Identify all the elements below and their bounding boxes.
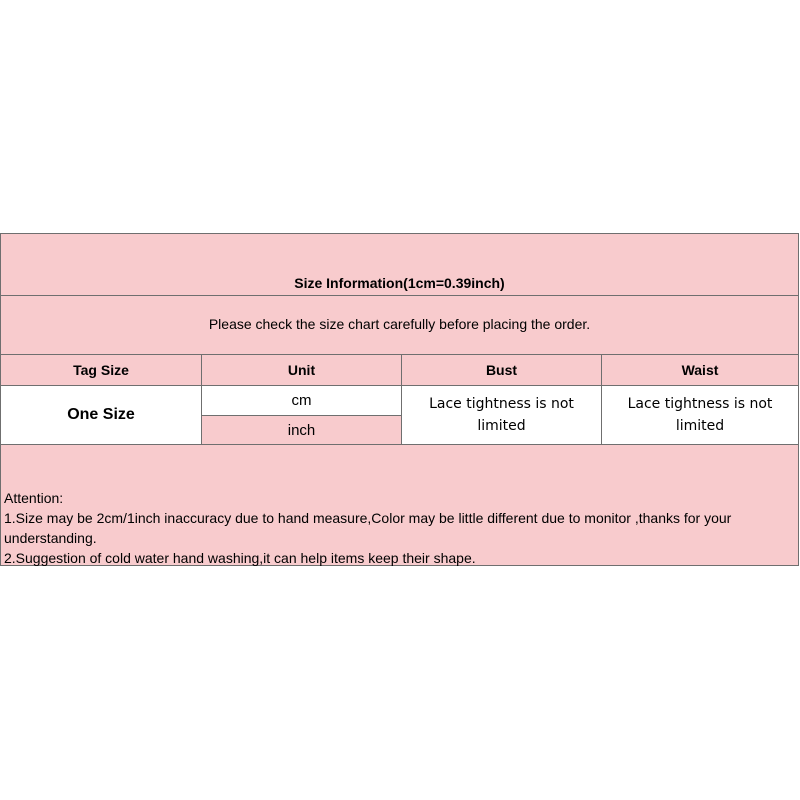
- unit-cm: cm: [202, 386, 402, 416]
- size-chart-title-row: [1, 234, 798, 296]
- attention-section: [1, 445, 798, 565]
- size-chart-notice-row: [1, 296, 798, 355]
- header-unit: Unit: [202, 355, 402, 386]
- attention-heading: Attention:: [4, 490, 64, 506]
- attention-line-1: 1.Size may be 2cm/1inch inaccuracy due to hand measure,Color may be little different due to monitor ,thanks for your understanding.: [4, 510, 732, 546]
- waist-value: Lace tightness is not limited: [602, 386, 798, 445]
- unit-inch: inch: [202, 416, 402, 445]
- header-bust: Bust: [402, 355, 602, 386]
- size-chart-title: Size Information(1cm=0.39inch): [294, 275, 505, 291]
- size-chart-notice: Please check the size chart carefully before placing the order.: [208, 316, 591, 332]
- size-chart: [0, 233, 799, 566]
- tag-size-value: One Size: [1, 386, 202, 445]
- header-waist: Waist: [602, 355, 798, 386]
- bust-value: Lace tightness is not limited: [402, 386, 602, 445]
- header-tag-size: Tag Size: [1, 355, 202, 386]
- attention-line-2: 2.Suggestion of cold water hand washing,it can help items keep their shape.: [4, 550, 476, 566]
